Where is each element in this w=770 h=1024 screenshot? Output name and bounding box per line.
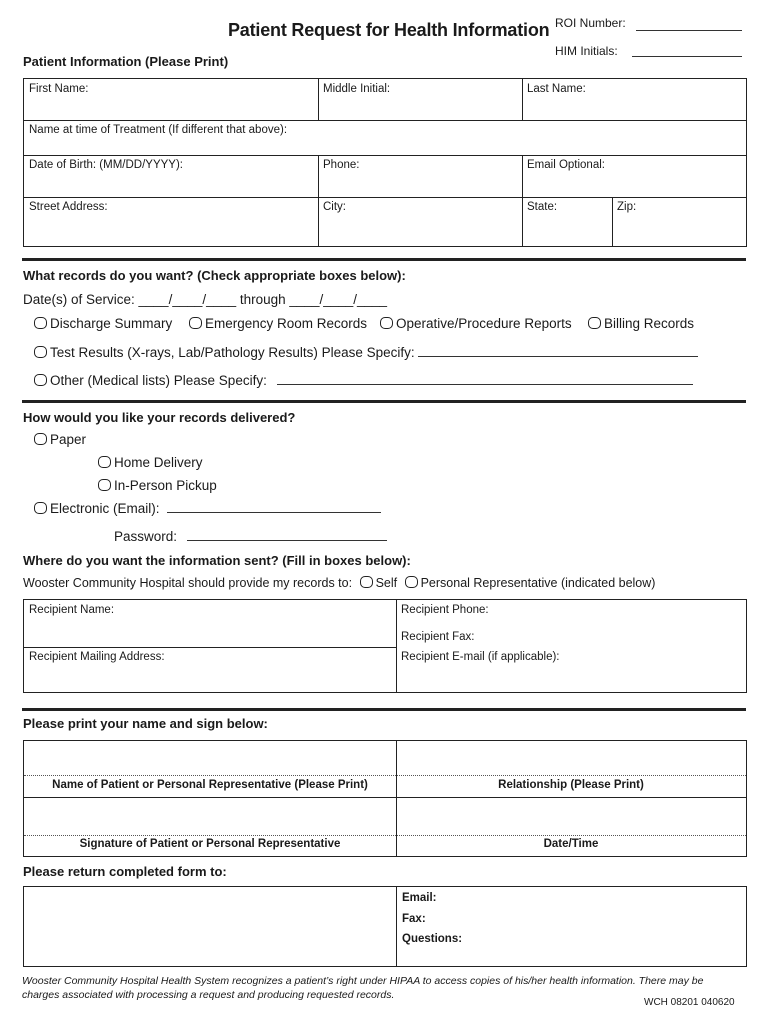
other-specify-field[interactable] (277, 373, 693, 385)
patient-info-heading: Patient Information (Please Print) (23, 54, 229, 69)
dob-field[interactable] (24, 155, 318, 197)
state-label: State: (527, 201, 558, 213)
section-divider (22, 258, 746, 261)
electronic-option[interactable] (34, 501, 381, 516)
checkbox-icon[interactable] (98, 479, 111, 491)
form-code: WCH 08201 040620 (644, 997, 735, 1008)
operative-procedure-label: Operative/Procedure Reports (396, 316, 572, 331)
phone-field[interactable] (318, 155, 522, 197)
zip-label: Zip: (617, 201, 637, 213)
patient-name-field[interactable] (24, 741, 396, 775)
billing-records-option[interactable] (588, 316, 694, 331)
electronic-label: Electronic (Email): (50, 501, 160, 516)
dob-label: Date of Birth: (MM/DD/YYYY): (29, 159, 184, 171)
email-field[interactable] (522, 155, 746, 197)
paper-option[interactable] (34, 432, 86, 447)
signature-field[interactable] (24, 797, 396, 835)
return-address-field[interactable] (24, 887, 396, 966)
roi-number-field[interactable] (636, 30, 742, 31)
other-records-option[interactable] (34, 373, 693, 388)
password-row (114, 529, 387, 544)
city-field[interactable] (318, 197, 522, 247)
in-person-pickup-label: In-Person Pickup (114, 478, 217, 493)
personal-rep-label: Personal Representative (indicated below) (420, 576, 656, 590)
checkbox-icon[interactable] (98, 456, 111, 468)
recipient-name-field[interactable] (24, 600, 396, 647)
first-name-field[interactable] (24, 79, 318, 120)
recipient-name-label: Recipient Name: (29, 604, 115, 616)
patient-info-table (23, 78, 747, 247)
dates-of-service[interactable]: Date(s) of Service: ____/____/____ through ____/____/____ (23, 292, 388, 307)
street-address-field[interactable] (24, 197, 318, 247)
provide-records-text: Wooster Community Hospital should provide my records to: (23, 576, 353, 590)
signature-label: Signature of Patient or Personal Representative (79, 838, 341, 850)
checkbox-icon[interactable] (34, 317, 47, 329)
datetime-label: Date/Time (543, 838, 599, 850)
emergency-room-option[interactable] (189, 316, 367, 331)
relationship-field[interactable] (396, 741, 746, 775)
name-at-treatment-field[interactable] (24, 120, 746, 155)
middle-initial-label: Middle Initial: (323, 83, 391, 95)
section-divider (22, 400, 746, 403)
recipient-email-field[interactable] (396, 647, 746, 692)
delivery-heading: How would you like your records delivered? (23, 410, 296, 425)
operative-procedure-option[interactable] (380, 316, 572, 331)
signature-heading: Please print your name and sign below: (23, 716, 268, 731)
form-title: Patient Request for Health Information (228, 20, 550, 40)
checkbox-icon[interactable] (34, 346, 47, 358)
return-table (23, 886, 747, 967)
relationship-label: Relationship (Please Print) (498, 779, 644, 791)
checkbox-icon[interactable] (588, 317, 601, 329)
test-results-specify-field[interactable] (418, 345, 698, 357)
recipient-phone-field[interactable] (396, 600, 746, 627)
him-initials-label: HIM Initials: (555, 44, 618, 58)
checkbox-icon[interactable] (34, 374, 47, 386)
other-records-label: Other (Medical lists) Please Specify: (50, 373, 267, 388)
checkbox-icon[interactable] (34, 433, 47, 445)
last-name-field[interactable] (522, 79, 746, 120)
self-label: Self (375, 576, 398, 590)
checkbox-icon[interactable] (34, 502, 47, 514)
section-divider (22, 708, 746, 711)
zip-field[interactable] (612, 197, 746, 247)
discharge-summary-option[interactable] (34, 316, 172, 331)
return-fax-label: Fax: (402, 913, 426, 925)
recipient-address-label: Recipient Mailing Address: (29, 651, 165, 663)
recipient-phone-label: Recipient Phone: (401, 604, 489, 616)
name-at-treatment-label: Name at time of Treatment (If different that above): (29, 124, 288, 136)
recipient-fax-field[interactable] (396, 627, 746, 647)
city-label: City: (323, 201, 346, 213)
in-person-pickup-option[interactable] (98, 478, 217, 493)
signature-table (23, 740, 747, 857)
provide-records-row (23, 576, 655, 590)
recipient-table (23, 599, 747, 693)
personal-rep-checkbox-icon[interactable] (405, 576, 418, 588)
return-questions-label: Questions: (402, 933, 463, 945)
billing-records-label: Billing Records (604, 316, 695, 331)
email-label: Email Optional: (527, 159, 605, 171)
checkbox-icon[interactable] (189, 317, 202, 329)
self-checkbox-icon[interactable] (360, 576, 373, 588)
recipient-email-label: Recipient E-mail (if applicable): (401, 651, 560, 663)
patient-name-label: Name of Patient or Personal Representative (Please Print) (52, 779, 368, 791)
recipient-address-field[interactable] (24, 647, 396, 692)
emergency-room-label: Emergency Room Records (205, 316, 368, 331)
paper-label: Paper (50, 432, 87, 447)
return-email-label: Email: (402, 892, 437, 904)
datetime-field[interactable] (396, 797, 746, 835)
middle-initial-field[interactable] (318, 79, 522, 120)
test-results-option[interactable] (34, 345, 698, 360)
electronic-email-field[interactable] (167, 501, 381, 513)
destination-heading: Where do you want the information sent? (Fill in boxes below): (23, 553, 411, 568)
state-field[interactable] (522, 197, 612, 247)
roi-number-label: ROI Number: (555, 16, 626, 30)
first-name-label: First Name: (29, 83, 89, 95)
last-name-label: Last Name: (527, 83, 586, 95)
hipaa-note: Wooster Community Hospital Health System recognizes a patient’s right under HIPAA to access copies of his/her health information. There may be charges associated with processing a request and producing requested records. (22, 975, 704, 1001)
him-initials-field[interactable] (632, 56, 742, 57)
test-results-label: Test Results (X-rays, Lab/Pathology Results) Please Specify: (50, 345, 415, 360)
phone-label: Phone: (323, 159, 360, 171)
password-field[interactable] (187, 529, 387, 541)
home-delivery-option[interactable] (98, 455, 203, 470)
home-delivery-label: Home Delivery (114, 455, 203, 470)
street-address-label: Street Address: (29, 201, 108, 213)
recipient-fax-label: Recipient Fax: (401, 631, 475, 643)
checkbox-icon[interactable] (380, 317, 393, 329)
discharge-summary-label: Discharge Summary (50, 316, 173, 331)
records-heading: What records do you want? (Check appropriate boxes below): (23, 268, 406, 283)
password-label: Password: (114, 529, 178, 544)
return-heading: Please return completed form to: (23, 864, 227, 879)
